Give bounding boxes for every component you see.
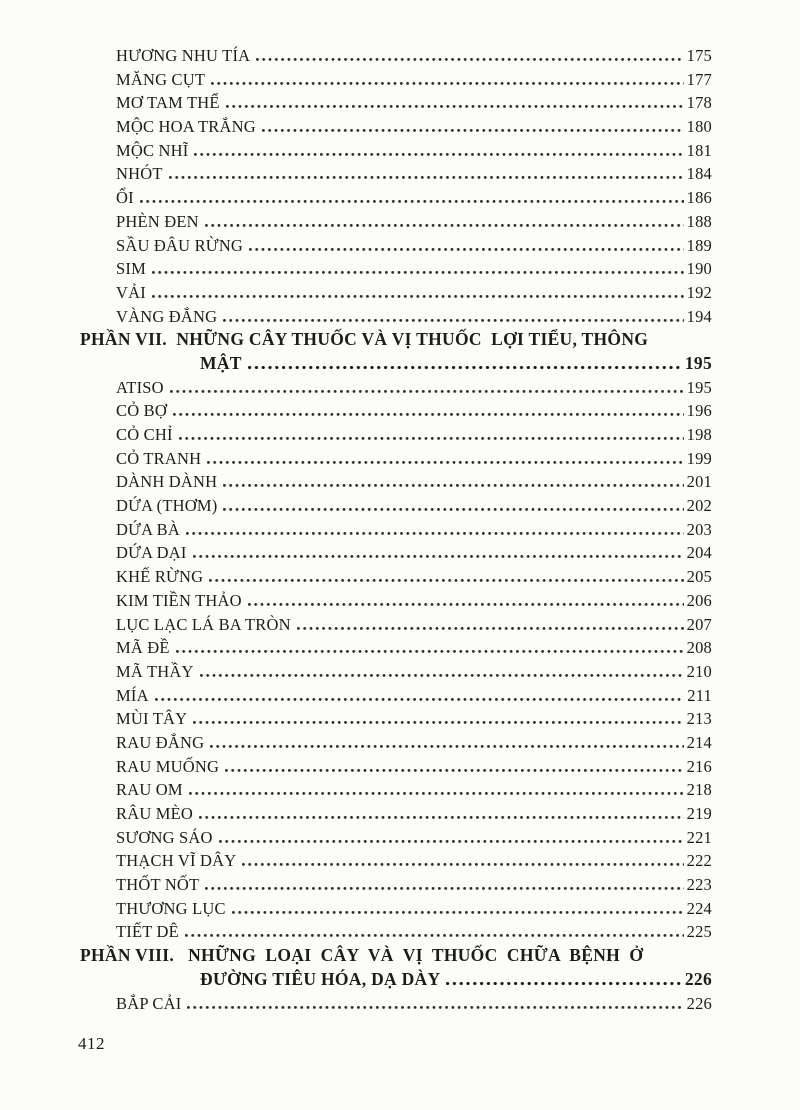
toc-entry-page: 213 xyxy=(686,709,712,729)
toc-entry-label: RAU OM xyxy=(116,780,183,800)
toc-entry-page: 196 xyxy=(686,401,712,421)
toc-entry-label: MÍA xyxy=(116,685,149,705)
toc-entry-label: DỨA DẠI xyxy=(116,543,187,563)
toc-entry-page: 194 xyxy=(686,306,712,326)
toc-entry-label: SIM xyxy=(116,259,146,279)
toc-section-line1 xyxy=(80,328,712,352)
dot-leader xyxy=(242,854,683,866)
toc-entry-page: 189 xyxy=(686,235,712,255)
dot-leader xyxy=(446,972,681,985)
toc-entry-page: 178 xyxy=(686,93,712,113)
toc-entry-row xyxy=(80,281,712,305)
toc-entry-row xyxy=(80,257,712,281)
toc-entry-label: CỎ BỢ xyxy=(116,401,167,421)
toc-section-line2 xyxy=(80,968,712,992)
dot-leader xyxy=(205,215,684,227)
toc-section-title-continued: ĐƯỜNG TIÊU HÓA, DẠ DÀY xyxy=(200,968,441,989)
toc-entry-row xyxy=(80,541,712,565)
toc-entry-label: KIM TIỀN THẢO xyxy=(116,590,242,610)
dot-leader xyxy=(187,997,683,1009)
toc-entry-row xyxy=(80,613,712,637)
page-number: 412 xyxy=(78,1034,105,1053)
toc-entry-row xyxy=(80,731,712,755)
toc-entry-label: SƯƠNG SÁO xyxy=(116,827,213,847)
dot-leader xyxy=(219,831,684,843)
toc-entry-row xyxy=(80,470,712,494)
toc-entry-page: 219 xyxy=(686,804,712,823)
toc-entry-page: 175 xyxy=(686,46,712,65)
dot-leader xyxy=(205,878,683,890)
dot-leader xyxy=(225,760,684,772)
dot-leader xyxy=(256,49,683,61)
toc-entry-page: 203 xyxy=(686,519,712,539)
toc-entry-label: THẠCH VĨ DÂY xyxy=(116,851,237,871)
dot-leader xyxy=(226,96,684,108)
dot-leader xyxy=(185,925,684,937)
toc-entry-label: MÙI TÂY xyxy=(116,709,188,729)
dot-leader xyxy=(249,239,684,251)
toc-entry-label: CỎ TRANH xyxy=(116,448,202,468)
toc-entry-label: MƠ TAM THỂ xyxy=(116,93,220,113)
toc-entry-page: 188 xyxy=(686,211,712,231)
toc-entry-page: 218 xyxy=(686,780,712,800)
toc-entry-page: 208 xyxy=(686,638,712,658)
dot-leader xyxy=(211,73,683,85)
dot-leader xyxy=(176,641,684,653)
toc-entry-label: BẮP CẢI xyxy=(116,993,182,1013)
toc-entry-label: ATISO xyxy=(116,377,164,397)
dot-leader xyxy=(209,570,683,582)
toc-entry-label: THƯƠNG LỤC xyxy=(116,898,226,918)
toc-entry-label: KHẾ RỪNG xyxy=(116,567,204,587)
toc-entry-page: 206 xyxy=(686,590,712,610)
toc-entry-label: TIẾT DÊ xyxy=(116,922,179,942)
toc-entry-row xyxy=(80,139,712,163)
toc-entry-row xyxy=(80,210,712,234)
dot-leader xyxy=(169,167,684,179)
toc-entry-label: THỐT NỐT xyxy=(116,875,200,895)
toc-entry-label: VẢI xyxy=(116,282,146,302)
toc-section-title: PHẦN VIII. NHỮNG LOẠI CÂY VÀ VỊ THUỐC CHỮA BỆNH Ở xyxy=(80,945,644,966)
toc-section-page: 226 xyxy=(684,968,712,989)
toc-entry-label: MÃ ĐỀ xyxy=(116,638,170,658)
toc-entry-label: VÀNG ĐẮNG xyxy=(116,306,218,326)
toc-entry-row xyxy=(80,707,712,731)
toc-entry-row xyxy=(80,162,712,186)
toc-entry-label: MÃ THẦY xyxy=(116,661,194,681)
toc-entry-row xyxy=(80,234,712,258)
dot-leader xyxy=(179,428,684,440)
toc-entry-page: 201 xyxy=(686,472,712,492)
toc-entry-row xyxy=(80,423,712,447)
dot-leader xyxy=(140,191,684,203)
toc-entry-page: 225 xyxy=(686,922,712,942)
toc-entry-row xyxy=(80,897,712,921)
toc-entry-label: LỤC LẠC LÁ BA TRÒN xyxy=(116,614,291,634)
toc-entry-label: DỨA BÀ xyxy=(116,519,180,539)
dot-leader xyxy=(186,523,684,535)
toc-entry-label: RÂU MÈO xyxy=(116,804,194,823)
toc-entry-page: 184 xyxy=(686,164,712,184)
toc-entry-row xyxy=(80,494,712,518)
toc-entry-page: 199 xyxy=(686,448,712,468)
dot-leader xyxy=(170,381,684,393)
toc-section xyxy=(80,328,712,375)
dot-leader xyxy=(189,783,684,795)
toc-section xyxy=(80,944,712,991)
toc-entry-row xyxy=(80,873,712,897)
toc-entry-row xyxy=(80,589,712,613)
toc-entry-label: SẦU ĐÂU RỪNG xyxy=(116,235,244,255)
toc-entry-label: DỨA (THƠM) xyxy=(116,496,218,516)
table-of-contents xyxy=(80,44,712,1015)
toc-entry-page: 198 xyxy=(686,425,712,444)
toc-entry-row xyxy=(80,305,712,329)
toc-entry-row xyxy=(80,849,712,873)
toc-entry-row xyxy=(80,399,712,423)
dot-leader xyxy=(262,120,684,132)
toc-entry-label: CỎ CHỈ xyxy=(116,425,173,444)
dot-leader xyxy=(232,902,684,914)
toc-entry-row xyxy=(80,68,712,92)
toc-entry-page: 207 xyxy=(686,614,712,634)
toc-entry-page: 223 xyxy=(686,875,712,895)
dot-leader xyxy=(194,144,683,156)
toc-entry-page: 177 xyxy=(686,69,712,89)
toc-section-line2 xyxy=(80,352,712,376)
toc-entry-row xyxy=(80,920,712,944)
toc-entry-page: 221 xyxy=(686,827,712,847)
toc-section-page: 195 xyxy=(684,352,712,373)
toc-entry-row xyxy=(80,518,712,542)
dot-leader xyxy=(248,356,682,369)
dot-leader xyxy=(152,262,684,274)
toc-entry-row xyxy=(80,565,712,589)
toc-entry-page: 180 xyxy=(686,117,712,137)
toc-entry-row xyxy=(80,44,712,68)
toc-entry-page: 226 xyxy=(686,993,712,1013)
toc-entry-row xyxy=(80,376,712,400)
dot-leader xyxy=(200,665,684,677)
dot-leader xyxy=(223,475,683,487)
toc-entry-row xyxy=(80,778,712,802)
toc-entry-row xyxy=(80,91,712,115)
toc-entry-row xyxy=(80,115,712,139)
dot-leader xyxy=(155,689,685,701)
toc-entry-page: 204 xyxy=(686,543,712,563)
toc-section-title-continued: MẬT xyxy=(200,352,242,373)
dot-leader xyxy=(223,310,683,322)
dot-leader xyxy=(210,736,683,748)
toc-entry-page: 224 xyxy=(686,898,712,918)
dot-leader xyxy=(152,286,684,298)
toc-entry-label: RAU MUỐNG xyxy=(116,756,220,776)
toc-entry-page: 202 xyxy=(686,496,712,516)
toc-entry-label: RAU ĐẮNG xyxy=(116,732,205,752)
toc-entry-row xyxy=(80,636,712,660)
toc-entry-label: ỔI xyxy=(116,188,134,208)
toc-entry-row xyxy=(80,992,712,1016)
toc-entry-page: 195 xyxy=(686,377,712,397)
toc-entry-page: 186 xyxy=(686,188,712,208)
toc-entry-label: MĂNG CỤT xyxy=(116,69,206,89)
toc-entry-page: 192 xyxy=(686,282,712,302)
toc-entry-page: 211 xyxy=(687,685,712,705)
toc-entry-row xyxy=(80,684,712,708)
toc-entry-label: MỘC HOA TRẮNG xyxy=(116,117,256,137)
toc-entry-label: NHÓT xyxy=(116,164,163,184)
toc-entry-page: 190 xyxy=(686,259,712,279)
toc-entry-page: 181 xyxy=(686,140,712,160)
dot-leader xyxy=(193,546,684,558)
toc-entry-page: 205 xyxy=(686,567,712,587)
dot-leader xyxy=(199,807,684,819)
dot-leader xyxy=(297,618,684,630)
toc-entry-row xyxy=(80,447,712,471)
dot-leader xyxy=(207,452,683,464)
toc-entry-page: 214 xyxy=(686,732,712,752)
dot-leader xyxy=(248,594,684,606)
dot-leader xyxy=(223,499,683,511)
toc-entry-page: 222 xyxy=(686,851,712,871)
toc-entry-row xyxy=(80,826,712,850)
toc-entry-row xyxy=(80,186,712,210)
toc-entry-label: HƯƠNG NHU TÍA xyxy=(116,46,251,65)
toc-entry-label: MỘC NHĨ xyxy=(116,140,189,160)
toc-entry-page: 216 xyxy=(686,756,712,776)
toc-section-title: PHẦN VII. NHỮNG CÂY THUỐC VÀ VỊ THUỐC LỢI TIỂU, THÔNG xyxy=(80,329,649,350)
dot-leader xyxy=(193,712,683,724)
toc-entry-label: DÀNH DÀNH xyxy=(116,472,218,492)
toc-section-line1 xyxy=(80,944,712,968)
dot-leader xyxy=(173,404,684,416)
toc-entry-row xyxy=(80,802,712,826)
toc-entry-page: 210 xyxy=(686,661,712,681)
toc-entry-row xyxy=(80,660,712,684)
toc-entry-label: PHÈN ĐEN xyxy=(116,211,199,231)
toc-entry-row xyxy=(80,755,712,779)
